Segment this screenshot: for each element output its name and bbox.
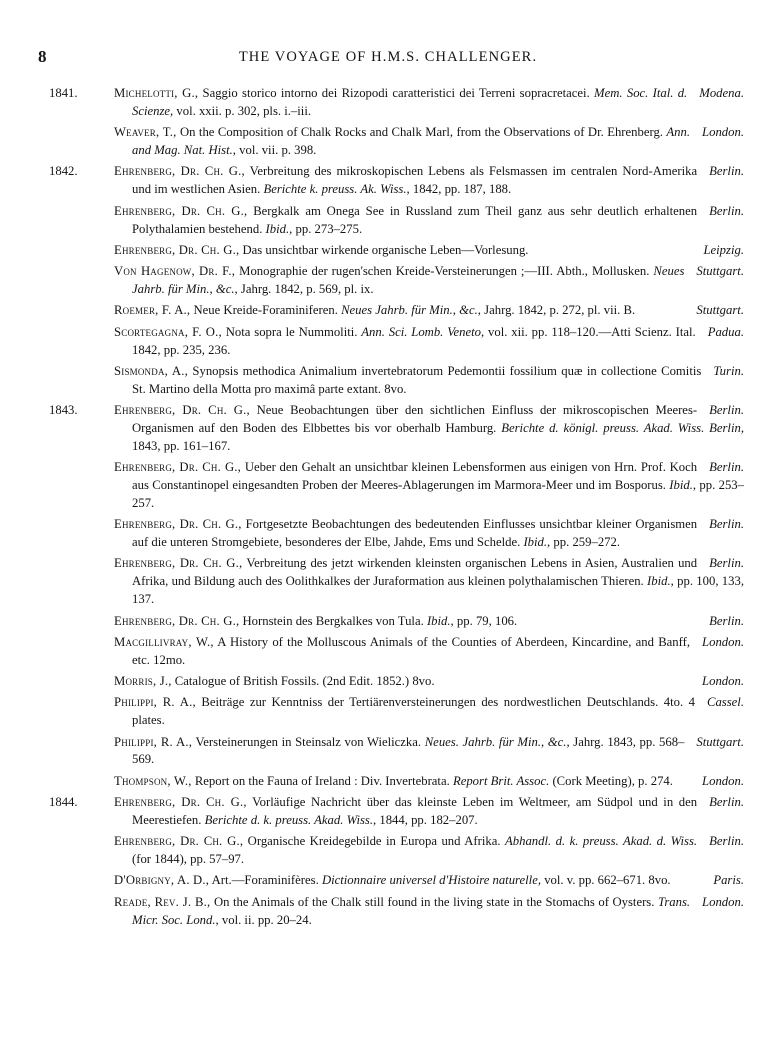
entry-author: Ehrenberg, Dr. Ch. G.,	[114, 403, 250, 418]
bibliography-entry	[114, 324, 744, 360]
entry-author: Ehrenberg, Dr. Ch. G.,	[114, 242, 240, 257]
entry-author: Ehrenberg, Dr. Ch. G.,	[114, 834, 244, 849]
entry-journal: Ibid.,	[669, 478, 697, 493]
entry-details: 1843, pp. 161–167.	[132, 438, 231, 453]
bibliography-entry	[114, 363, 744, 399]
entry-author: Philippi, R. A.,	[114, 734, 193, 749]
entry-place: London.	[702, 894, 744, 909]
entry-title: Neue Beobachtungen über den sichtlichen Einfluss der mikroscopischen Meeres-Organismen auf den Boden des Elbbettes bis vor oberhalb Hamburg.	[132, 403, 698, 435]
entry-author: Ehrenberg, Dr. Ch. G.,	[114, 613, 240, 628]
bibliography-entry	[114, 302, 744, 320]
entry-author: Macgillivray, W.,	[114, 634, 214, 649]
bibliography-entry	[114, 203, 744, 239]
entry-author: Scortegagna, F. O.,	[114, 324, 222, 339]
bibliography-entry	[49, 85, 744, 121]
entry-place: Berlin.	[709, 517, 744, 532]
entry-author: Ehrenberg, Dr. Ch. G.,	[114, 203, 248, 218]
bibliography-entry	[114, 459, 744, 513]
entry-details: pp. 100, 133, 137.	[132, 574, 744, 607]
entry-author: Morris, J.,	[114, 674, 172, 689]
bibliography-entry	[114, 634, 744, 670]
entry-details: vol. xxii. p. 302, pls. i.–iii.	[173, 103, 312, 118]
entry-details: 1844, pp. 182–207.	[376, 812, 478, 827]
bibliography-entry	[49, 163, 744, 199]
entry-place: Berlin.	[709, 834, 744, 849]
running-head: THE VOYAGE OF H.M.S. CHALLENGER.	[238, 49, 538, 65]
entry-details: Jahrg. 1842, p. 569, pl. ix.	[237, 282, 374, 297]
entry-journal: Ibid.,	[265, 221, 293, 236]
bibliography-entry	[114, 872, 744, 890]
entry-title: Report on the Fauna of Ireland : Div. Invertebrata.	[191, 773, 453, 788]
entry-details: (for 1844), pp. 57–97.	[132, 852, 245, 867]
bibliography-entry	[114, 673, 744, 691]
entry-journal: Mem. Soc. Ital. d. Scienze,	[132, 86, 688, 118]
entry-journal: Ann. and Mag. Nat. Hist.,	[132, 125, 691, 158]
bibliography-entry	[114, 516, 744, 552]
entry-year: 1843.	[49, 403, 78, 418]
entry-place: London.	[702, 125, 744, 140]
entry-author: Philippi, R. A.,	[114, 695, 196, 710]
entry-journal: Berichte k. preuss. Ak. Wiss.,	[263, 182, 410, 197]
entry-title: Synopsis methodica Animalium invertebratorum Pedemontii fossilium quæ in collectione Comitis St. Martino della Motta pro maximâ parte extant. 8vo.	[132, 363, 702, 396]
entry-title: Monographie der rugen'schen Kreide-Versteinerungen ;—III. Abth., Mollusken.	[235, 264, 654, 279]
entry-title: Ueber den Gehalt an unsichtbar kleinen Lebensformen aus einigen von Hrn. Prof. Koch aus Constantinopel eingesandten Proben der Meeres-Ablagerungen im Marmora-Meer und im Bosporus.	[132, 460, 698, 493]
bibliography-entry	[114, 894, 744, 930]
entry-place: London.	[702, 773, 744, 788]
entry-title: Beiträge zur Kenntniss der Tertiärenversteinerungen des nordwestlichen Deutschlands. 4to. 4 plates.	[132, 695, 695, 728]
entry-title: Art.—Foraminifères.	[209, 873, 322, 888]
entry-details: vol. v. pp. 662–671. 8vo.	[541, 873, 671, 888]
entry-author: Ehrenberg, Dr. Ch. G.,	[114, 517, 242, 532]
entry-place: Padua.	[707, 324, 744, 339]
entry-journal: Dictionnaire universel d'Histoire naturelle,	[321, 873, 542, 888]
entry-place: London.	[702, 634, 744, 649]
entry-journal: Ibid.,	[426, 613, 454, 628]
entry-details: vol. vii. p. 398.	[235, 143, 317, 158]
bibliography-entry	[114, 773, 744, 791]
entry-title: Neue Kreide-Foraminiferen.	[190, 303, 342, 318]
entry-details: vol. ii. pp. 20–24.	[218, 912, 312, 927]
entry-details: Jahrg. 1842, p. 272, pl. vii. B.	[480, 303, 636, 318]
bibliography-entry	[114, 833, 744, 869]
bibliography-entry	[114, 734, 744, 770]
bibliography-entry	[49, 402, 744, 456]
entry-place: Berlin.	[709, 164, 744, 179]
bibliography-entry	[114, 694, 744, 730]
entry-title: Vorläufige Nachricht über das kleinste Leben im Weltmeer, am Südpol und in den Meerestiefen.	[132, 795, 698, 827]
entry-title: Verbreitung des mikroskopischen Lebens als Felsmassen im centralen Nord-Amerika und im westlichen Asien.	[132, 164, 698, 197]
entry-place: Berlin.	[709, 613, 744, 628]
entry-place: Berlin.	[709, 556, 744, 571]
entry-journal: Neues. Jahrb. für Min., &c.,	[424, 734, 570, 749]
entry-place: Stuttgart.	[696, 734, 744, 749]
entry-journal: Ibid.,	[523, 535, 551, 550]
entry-title: Das unsichtbar wirkende organische Leben—Vorlesung.	[239, 242, 529, 257]
entry-place: Berlin.	[709, 403, 744, 418]
entry-details: pp. 253–257.	[132, 478, 744, 510]
entry-author: Ehrenberg, Dr. Ch. G.,	[114, 164, 245, 179]
entry-title: Catalogue of British Fossils. (2nd Edit. 1852.) 8vo.	[171, 674, 435, 689]
entry-place: Modena.	[699, 86, 744, 100]
entry-author: Von Hagenow, Dr. F.,	[114, 264, 236, 279]
entry-author: Michelotti, G.,	[114, 86, 199, 100]
page-number: 8	[38, 47, 47, 66]
entry-title: Verbreitung des jetzt wirkenden kleinsten organischen Lebens in Asien, Australien und Afrika, und Bildung auch des Oolithkalkes der Juraformation aus kleinen polythalamischen Thieren.	[132, 556, 698, 589]
entry-journal: Ann. Sci. Lomb. Veneto,	[361, 324, 485, 339]
entry-journal: Abhandl. d. k. preuss. Akad. d. Wiss.	[505, 834, 698, 849]
entry-title: Bergkalk am Onega See in Russland zum Theil ganz aus sehr deutlich erhaltenen Polythalamien bestehend.	[132, 203, 698, 236]
entry-journal: Berichte d. königl. preuss. Akad. Wiss. Berlin,	[501, 420, 744, 435]
entry-details: (Cork Meeting), p. 274.	[549, 773, 673, 788]
bibliography-entry	[114, 555, 744, 609]
entry-year: 1842.	[49, 164, 78, 179]
entry-author: Ehrenberg, Dr. Ch. G.,	[114, 460, 242, 475]
entry-title: Fortgesetzte Beobachtungen des bedeutenden Einflusses unsichtbar kleiner Organismen auf die unteren Stromgebiete, besonderes der Elbe, Jahde, Ems und Schelde.	[132, 517, 698, 550]
bibliography-entry	[114, 613, 744, 631]
entry-place: Berlin.	[709, 203, 744, 218]
entry-author: Thompson, W.,	[114, 773, 192, 788]
entry-title: On the Animals of the Chalk still found in the living state in the Stomachs of Oysters.	[210, 894, 658, 909]
entry-journal: Berichte d. k. preuss. Akad. Wiss.,	[204, 812, 377, 827]
entry-place: Paris.	[713, 873, 744, 888]
entry-author: Weaver, T.,	[114, 125, 177, 140]
entry-journal: Neues Jahrb. für Min., &c.,	[132, 264, 685, 297]
entry-details: Jahrg. 1843, pp. 568–569.	[132, 734, 685, 767]
entry-journal: Report Brit. Assoc.	[452, 773, 550, 788]
entry-place: Leipzig.	[703, 242, 744, 257]
entry-year: 1844.	[49, 795, 78, 810]
entry-journal: Ibid.,	[647, 574, 674, 589]
entry-title: On the Composition of Chalk Rocks and Chalk Marl, from the Observations of Dr. Ehrenberg.	[176, 125, 667, 140]
entry-title: Hornstein des Bergkalkes von Tula.	[239, 613, 427, 628]
entry-author: D'Orbigny, A. D.,	[114, 873, 210, 888]
bibliography-entry	[114, 242, 744, 260]
entry-title: Nota sopra le Nummoliti.	[221, 324, 362, 339]
entry-place: Stuttgart.	[696, 264, 744, 279]
entry-place: London.	[702, 674, 744, 689]
entry-author: Ehrenberg, Dr. Ch. G.,	[114, 556, 243, 571]
bibliography-list	[0, 85, 776, 933]
entry-details: pp. 273–275.	[292, 221, 363, 236]
entry-year: 1841.	[49, 86, 78, 100]
entry-author: Sismonda, A.,	[114, 363, 189, 378]
entry-title: Organische Kreidegebilde in Europa und Afrika.	[243, 834, 506, 849]
entry-title: Saggio storico intorno dei Rizopodi caratteristici dei Terreni sopracretacei.	[198, 86, 595, 100]
entry-author: Ehrenberg, Dr. Ch. G.,	[114, 795, 247, 810]
entry-place: Berlin.	[709, 795, 744, 810]
entry-details: 1842, pp. 187, 188.	[409, 182, 512, 197]
bibliography-entry	[114, 124, 744, 160]
entry-details: pp. 79, 106.	[453, 613, 518, 628]
entry-place: Berlin.	[709, 460, 744, 475]
entry-place: Stuttgart.	[696, 303, 744, 318]
entry-place: Cassel.	[706, 695, 744, 710]
bibliography-entry	[114, 263, 744, 299]
entry-title: A History of the Molluscous Animals of the Counties of Aberdeen, Kincardine, and Banff, etc. 12mo.	[132, 634, 691, 667]
entry-author: Roemer, F. A.,	[114, 303, 191, 318]
entry-title: Versteinerungen in Steinsalz von Wieliczka.	[192, 734, 425, 749]
bibliography-entry	[49, 794, 744, 830]
entry-author: Reade, Rev. J. B.,	[114, 894, 211, 909]
entry-journal: Neues Jahrb. für Min., &c.,	[341, 303, 481, 318]
entry-details: vol. xii. pp. 118–120.—Atti Scienz. Ital. 1842, pp. 235, 236.	[132, 324, 696, 357]
entry-journal: Trans. Micr. Soc. Lond.,	[132, 894, 691, 927]
entry-details: pp. 259–272.	[550, 535, 621, 550]
entry-place: Turin.	[713, 363, 744, 378]
